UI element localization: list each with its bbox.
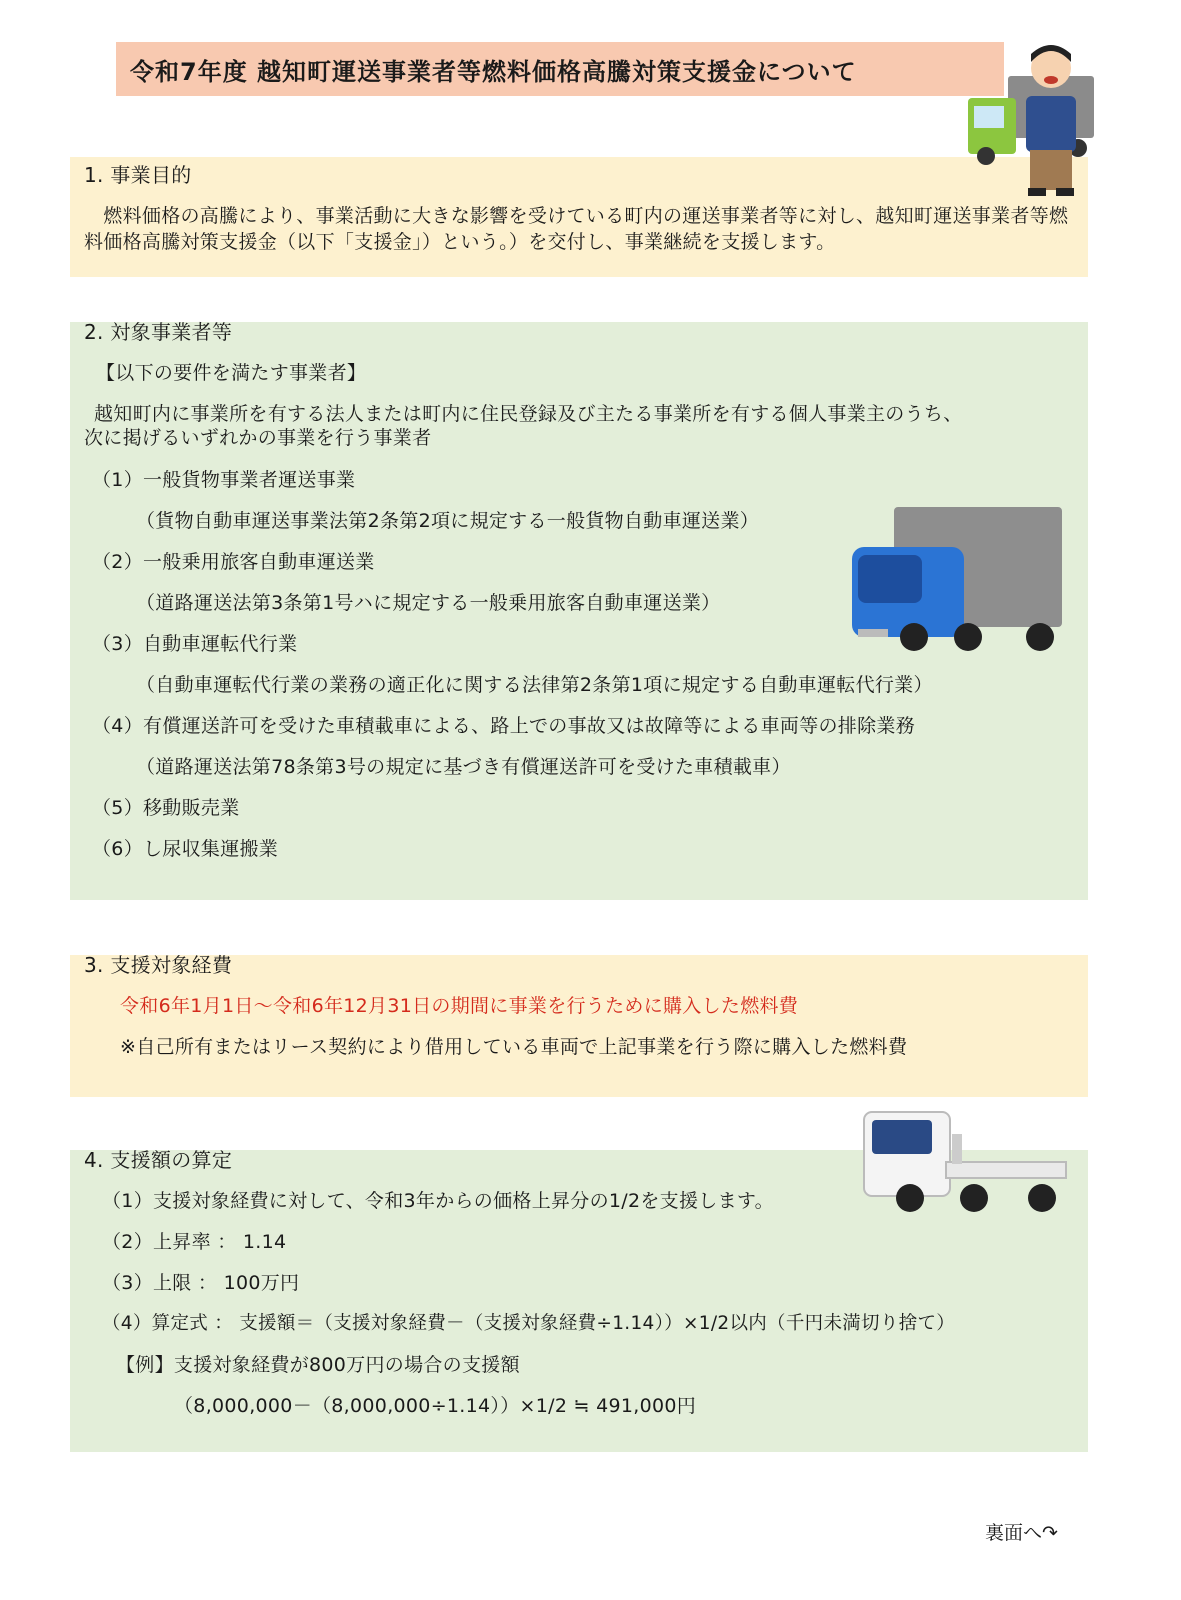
section-eligible-heading: 2. 対象事業者等 xyxy=(84,320,233,344)
truck-wheel-shape xyxy=(960,1184,988,1212)
list-item-note: （道路運送法第3条第1号ハに規定する一般乗用旅客自動車運送業） xyxy=(136,592,721,614)
truck-wheel-shape xyxy=(954,623,982,651)
list-item-label: （3）自動車運転代行業 xyxy=(92,633,298,655)
calc-line-3: （3）上限 ： 100万円 xyxy=(102,1272,300,1294)
section-covered-expenses-heading: 3. 支援対象経費 xyxy=(84,953,233,977)
truck-wheel-shape xyxy=(1026,623,1054,651)
example-label: 【例】支援対象経費が800万円の場合の支援額 xyxy=(116,1354,520,1376)
section-eligible-intro-1: 越知町内に事業所を有する法人または町内に住民登録及び主たる事業所を有する個人事業主のうち、 xyxy=(94,403,963,425)
driver-shoe-shape xyxy=(1028,188,1046,196)
list-item-note: （自動車運転代行業の業務の適正化に関する法律第2条第1項に規定する自動車運転代行業） xyxy=(136,674,933,696)
calc-line-1: （1）支援対象経費に対して、令和3年からの価格上昇分の1/2を支援します。 xyxy=(102,1190,774,1212)
truck-driver-illustration xyxy=(968,38,1098,200)
list-item-note: （道路運送法第78条第3号の規定に基づき有償運送許可を受けた車積載車） xyxy=(136,756,791,778)
list-item-label: （1）一般貨物事業者運送事業 xyxy=(92,469,356,491)
section-purpose-heading: 1. 事業目的 xyxy=(84,163,192,187)
calc-line-2: （2）上昇率 ： 1.14 xyxy=(102,1231,287,1253)
list-item-note: （貨物自動車運送事業法第2条第2項に規定する一般貨物自動車運送業） xyxy=(136,510,760,532)
driver-pants-shape xyxy=(1030,150,1072,190)
truck-window-shape xyxy=(858,555,922,603)
section-eligible-intro-2: 次に掲げるいずれかの事業を行う事業者 xyxy=(84,427,432,449)
tow-truck-illustration xyxy=(862,1106,1070,1218)
truck-wheel-shape xyxy=(896,1184,924,1212)
next-page-note: 裏面へ↷ xyxy=(985,1522,1058,1544)
calc-line-4: （4）算定式 ： 支援額＝（支援対象経費－（支援対象経費÷1.14））×1/2以内（千円未満切り捨て） xyxy=(102,1313,956,1334)
section-eligible-subheading: 【以下の要件を満たす事業者】 xyxy=(96,362,367,384)
section-covered-expenses xyxy=(70,955,1088,1097)
driver-mouth-shape xyxy=(1044,76,1058,84)
example-calculation: （8,000,000－（8,000,000÷1.14））×1/2 ≒ 491,000円 xyxy=(174,1395,697,1417)
truck-bumper-shape xyxy=(858,629,888,637)
list-item-label: （6）し尿収集運搬業 xyxy=(92,838,279,860)
covered-note-text: ※自己所有またはリース契約により借用している車両で上記事業を行う際に購入した燃料費 xyxy=(120,1036,908,1058)
truck-wheel-shape xyxy=(977,147,995,165)
driver-shoe-shape xyxy=(1056,188,1074,196)
truck-window-shape xyxy=(872,1120,932,1154)
winch-shape xyxy=(952,1134,962,1164)
truck-wheel-shape xyxy=(900,623,928,651)
list-item-label: （2）一般乗用旅客自動車運送業 xyxy=(92,551,375,573)
blue-truck-illustration xyxy=(850,505,1065,655)
section-purpose xyxy=(70,157,1088,277)
section-purpose-body: 燃料価格の高騰により、事業活動に大きな影響を受けている町内の運送事業者等に対し、越知町運送事業者等燃料価格高騰対策支援金（以下「支援金」）という。）を交付し、事業継続を支援します。 xyxy=(84,205,1069,253)
page-title: 令和7年度 越知町運送事業者等燃料価格高騰対策支援金について xyxy=(116,42,1004,96)
driver-jacket-shape xyxy=(1026,96,1076,152)
truck-window-shape xyxy=(974,106,1004,128)
section-calculation-heading: 4. 支援額の算定 xyxy=(84,1148,233,1172)
list-item-label: （4）有償運送許可を受けた車積載車による、路上での事故又は故障等による車両等の排除業務 xyxy=(92,715,915,737)
flatbed-shape xyxy=(946,1162,1066,1178)
covered-period-text: 令和6年1月1日～令和6年12月31日の期間に事業を行うために購入した燃料費 xyxy=(120,995,799,1017)
list-item-label: （5）移動販売業 xyxy=(92,797,240,819)
truck-wheel-shape xyxy=(1028,1184,1056,1212)
